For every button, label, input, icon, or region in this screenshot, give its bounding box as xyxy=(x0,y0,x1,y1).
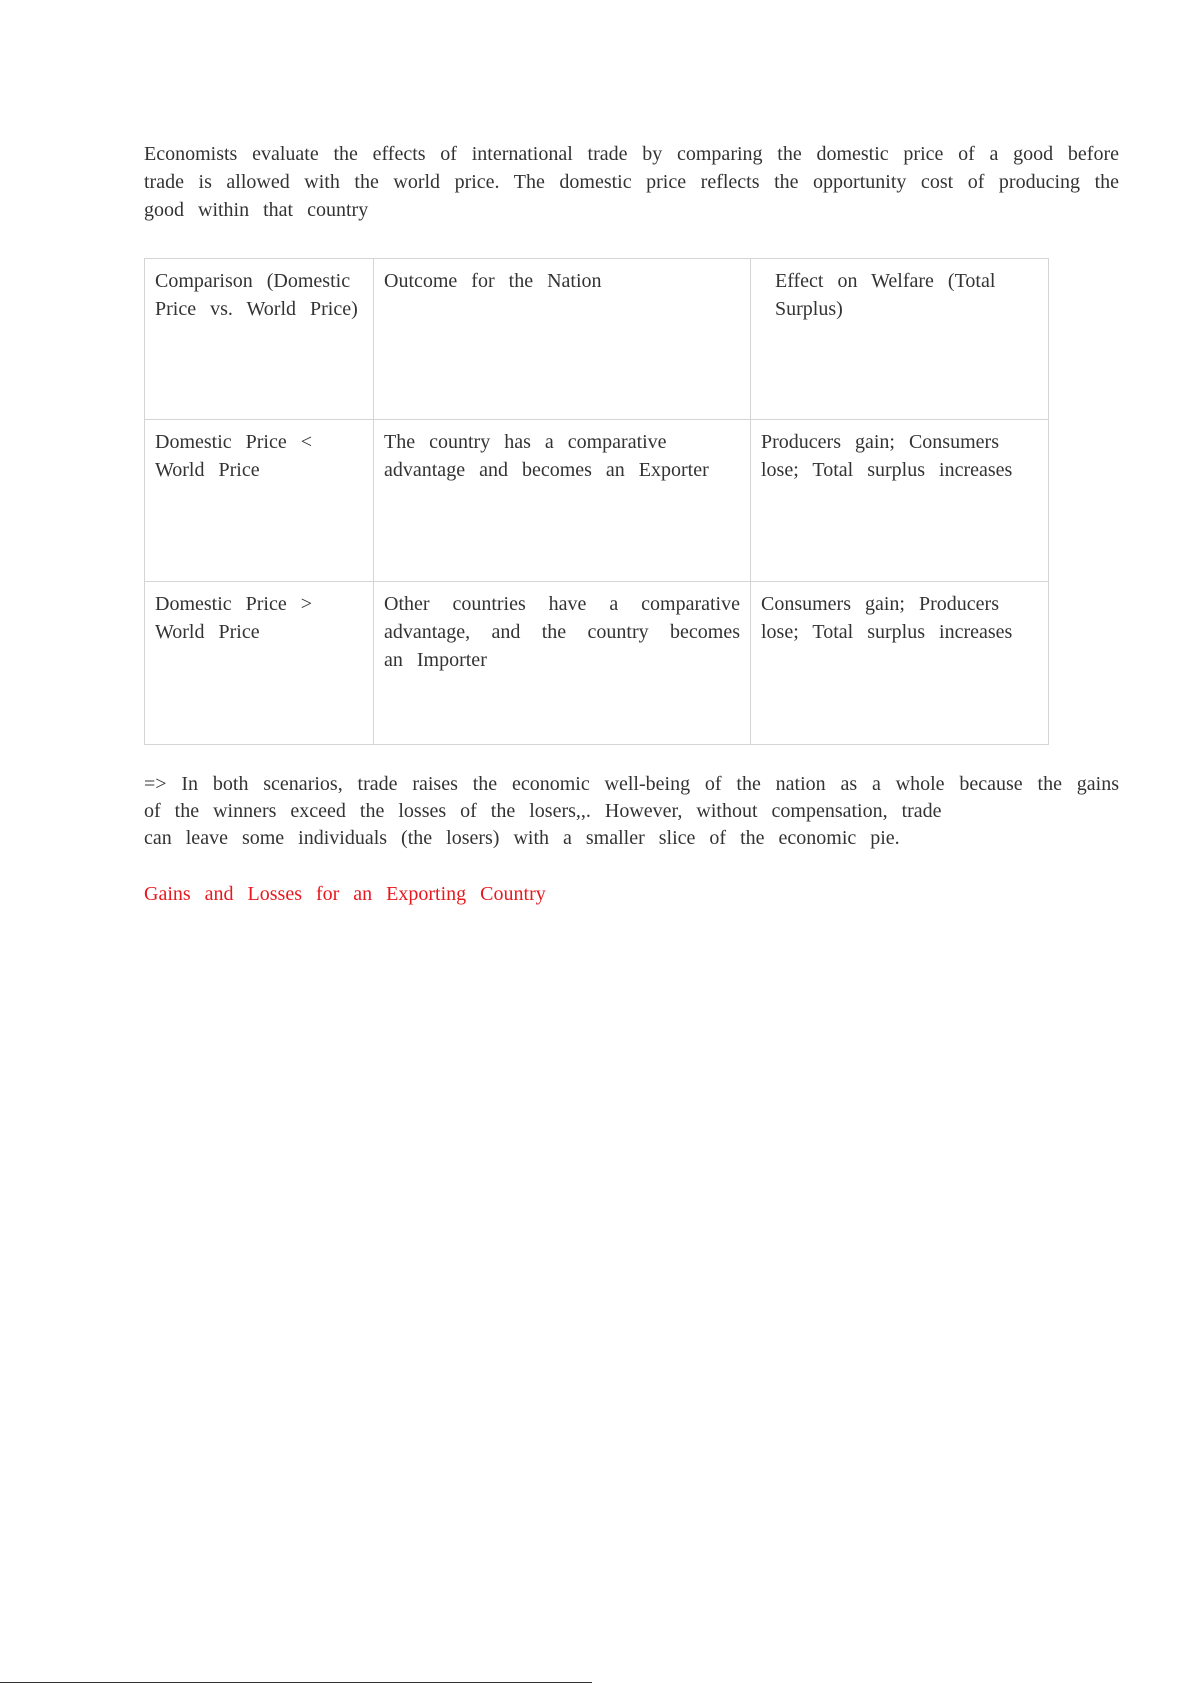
conclusion-line-2: can leave some individuals (the losers) with a smaller slice of the economic pie. xyxy=(144,827,900,849)
trade-comparison-table xyxy=(144,258,1049,745)
header-outcome: Outcome for the Nation xyxy=(374,259,751,420)
section-heading: Gains and Losses for an Exporting Country xyxy=(144,883,546,905)
table-row xyxy=(145,582,1049,745)
conclusion-line-1: => In both scenarios, trade raises the economic well-being of the nation as a whole because the gains of the winners exceed the losses of the losers,,. However, without compensation, trade xyxy=(144,773,1119,822)
table-row xyxy=(145,420,1049,582)
document-page xyxy=(144,140,1119,908)
cell-welfare: Producers gain; Consumers lose; Total surplus increases xyxy=(751,420,1049,582)
cell-outcome: Other countries have a comparative advantage, and the country becomes an Importer xyxy=(374,582,751,745)
cell-welfare: Consumers gain; Producers lose; Total surplus increases xyxy=(751,582,1049,745)
table-header-row xyxy=(145,259,1049,420)
cell-outcome: The country has a comparative advantage and becomes an Exporter xyxy=(374,420,751,582)
cell-comparison: Domestic Price < World Price xyxy=(145,420,374,582)
footnote-divider xyxy=(0,1682,592,1683)
conclusion-paragraph xyxy=(144,771,1119,852)
cell-comparison: Domestic Price > World Price xyxy=(145,582,374,745)
header-welfare: Effect on Welfare (Total Surplus) xyxy=(751,259,1049,420)
header-comparison: Comparison (Domestic Price vs. World Price) xyxy=(145,259,374,420)
intro-paragraph: Economists evaluate the effects of international trade by comparing the domestic price of a good before trade is allowed with the world price. The domestic price reflects the opportunity cost of producing the good within that country xyxy=(144,143,1119,221)
